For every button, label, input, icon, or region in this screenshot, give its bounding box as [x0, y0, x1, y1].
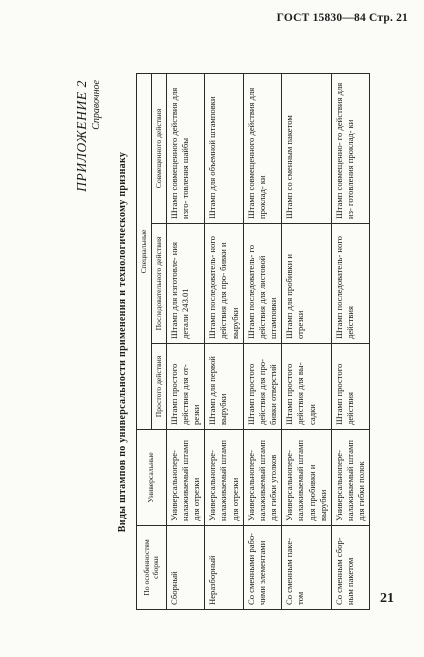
cell-combined: Штамп совмещенного действия для проклад- ки: [243, 73, 282, 223]
cell-universal: Универсальноперe- налаживаемый штамп для пробивки и вырубки: [282, 430, 332, 526]
stamp-types-table: [136, 73, 370, 610]
header-sequential: Последовательного действия: [151, 224, 166, 344]
cell-universal: Универсальноперe- налаживаемый штамп для отрезки: [205, 430, 244, 526]
rotated-content: [68, 72, 368, 612]
table-row: [166, 73, 205, 609]
table-row: [282, 73, 332, 609]
cell-universal: Универсальноперe- налаживаемый штамп для отрезки: [166, 430, 205, 526]
cell-sequential: Штамп последователь- ного действия: [331, 224, 370, 344]
cell-simple: Штамп для первой вырубки: [205, 344, 244, 430]
cell-sequential: Штамп последователь- го действия для листовой штамповки: [243, 224, 282, 344]
table-row: [243, 73, 282, 609]
cell-feature: Со сменным пакe- том: [282, 526, 332, 610]
cell-universal: Универсальноперe- налаживаемый штамп для гибки уголков: [243, 430, 282, 526]
cell-sequential: Штамп для изготовле- ния детали 243.01: [166, 224, 205, 344]
page-header: ГОСТ 15830—84 Стр. 21: [276, 12, 408, 24]
appendix-block: [74, 80, 102, 192]
cell-simple: Штамп простого действия для про- бивки отверстий: [243, 344, 282, 430]
appendix-subtitle: Справочное: [91, 80, 102, 130]
table-caption: Виды штампов по универсальности применения и технологическому признаку: [117, 151, 128, 533]
cell-universal: Универсальноперe- налаживаемый штамп для гибки полок: [331, 430, 370, 526]
cell-feature: Сборный: [166, 526, 205, 610]
cell-simple: Штамп простого действия: [331, 344, 370, 430]
cell-sequential: Штамп последователь- ного действия для про- бивки и вырубки: [205, 224, 244, 344]
cell-combined: Штамп совмещенно- го действия для из- готовления проклад- ки: [331, 73, 370, 223]
cell-feature: Со сменными рабо- чими элементами: [243, 526, 282, 610]
cell-combined: Штамп со сменным пакетом: [282, 73, 332, 223]
cell-feature: Со сменным сбор- ным пакетом: [331, 526, 370, 610]
cell-simple: Штамп простого действия для вы- садки: [282, 344, 332, 430]
cell-sequential: Штамп для пробивки и отрезки: [282, 224, 332, 344]
appendix-title: ПРИЛОЖЕНИЕ 2: [74, 80, 89, 192]
cell-combined: Штамп для объемной штамповки: [205, 73, 244, 223]
header-combined: Совмещенного действия: [151, 73, 166, 223]
cell-feature: Неразборный: [205, 526, 244, 610]
header-features: По особенностям сборки: [137, 526, 167, 610]
header-specialized: Специальные: [137, 73, 152, 429]
header-simple: Простого действия: [151, 344, 166, 430]
cell-combined: Штамп совмещенного действия для изго- товления шайбы: [166, 73, 205, 223]
cell-simple: Штамп простого действия для от- резки: [166, 344, 205, 430]
table-row: [331, 73, 370, 609]
table-row: [205, 73, 244, 609]
header-universal: Универсальные: [137, 430, 167, 526]
page-number: 21: [380, 591, 394, 606]
